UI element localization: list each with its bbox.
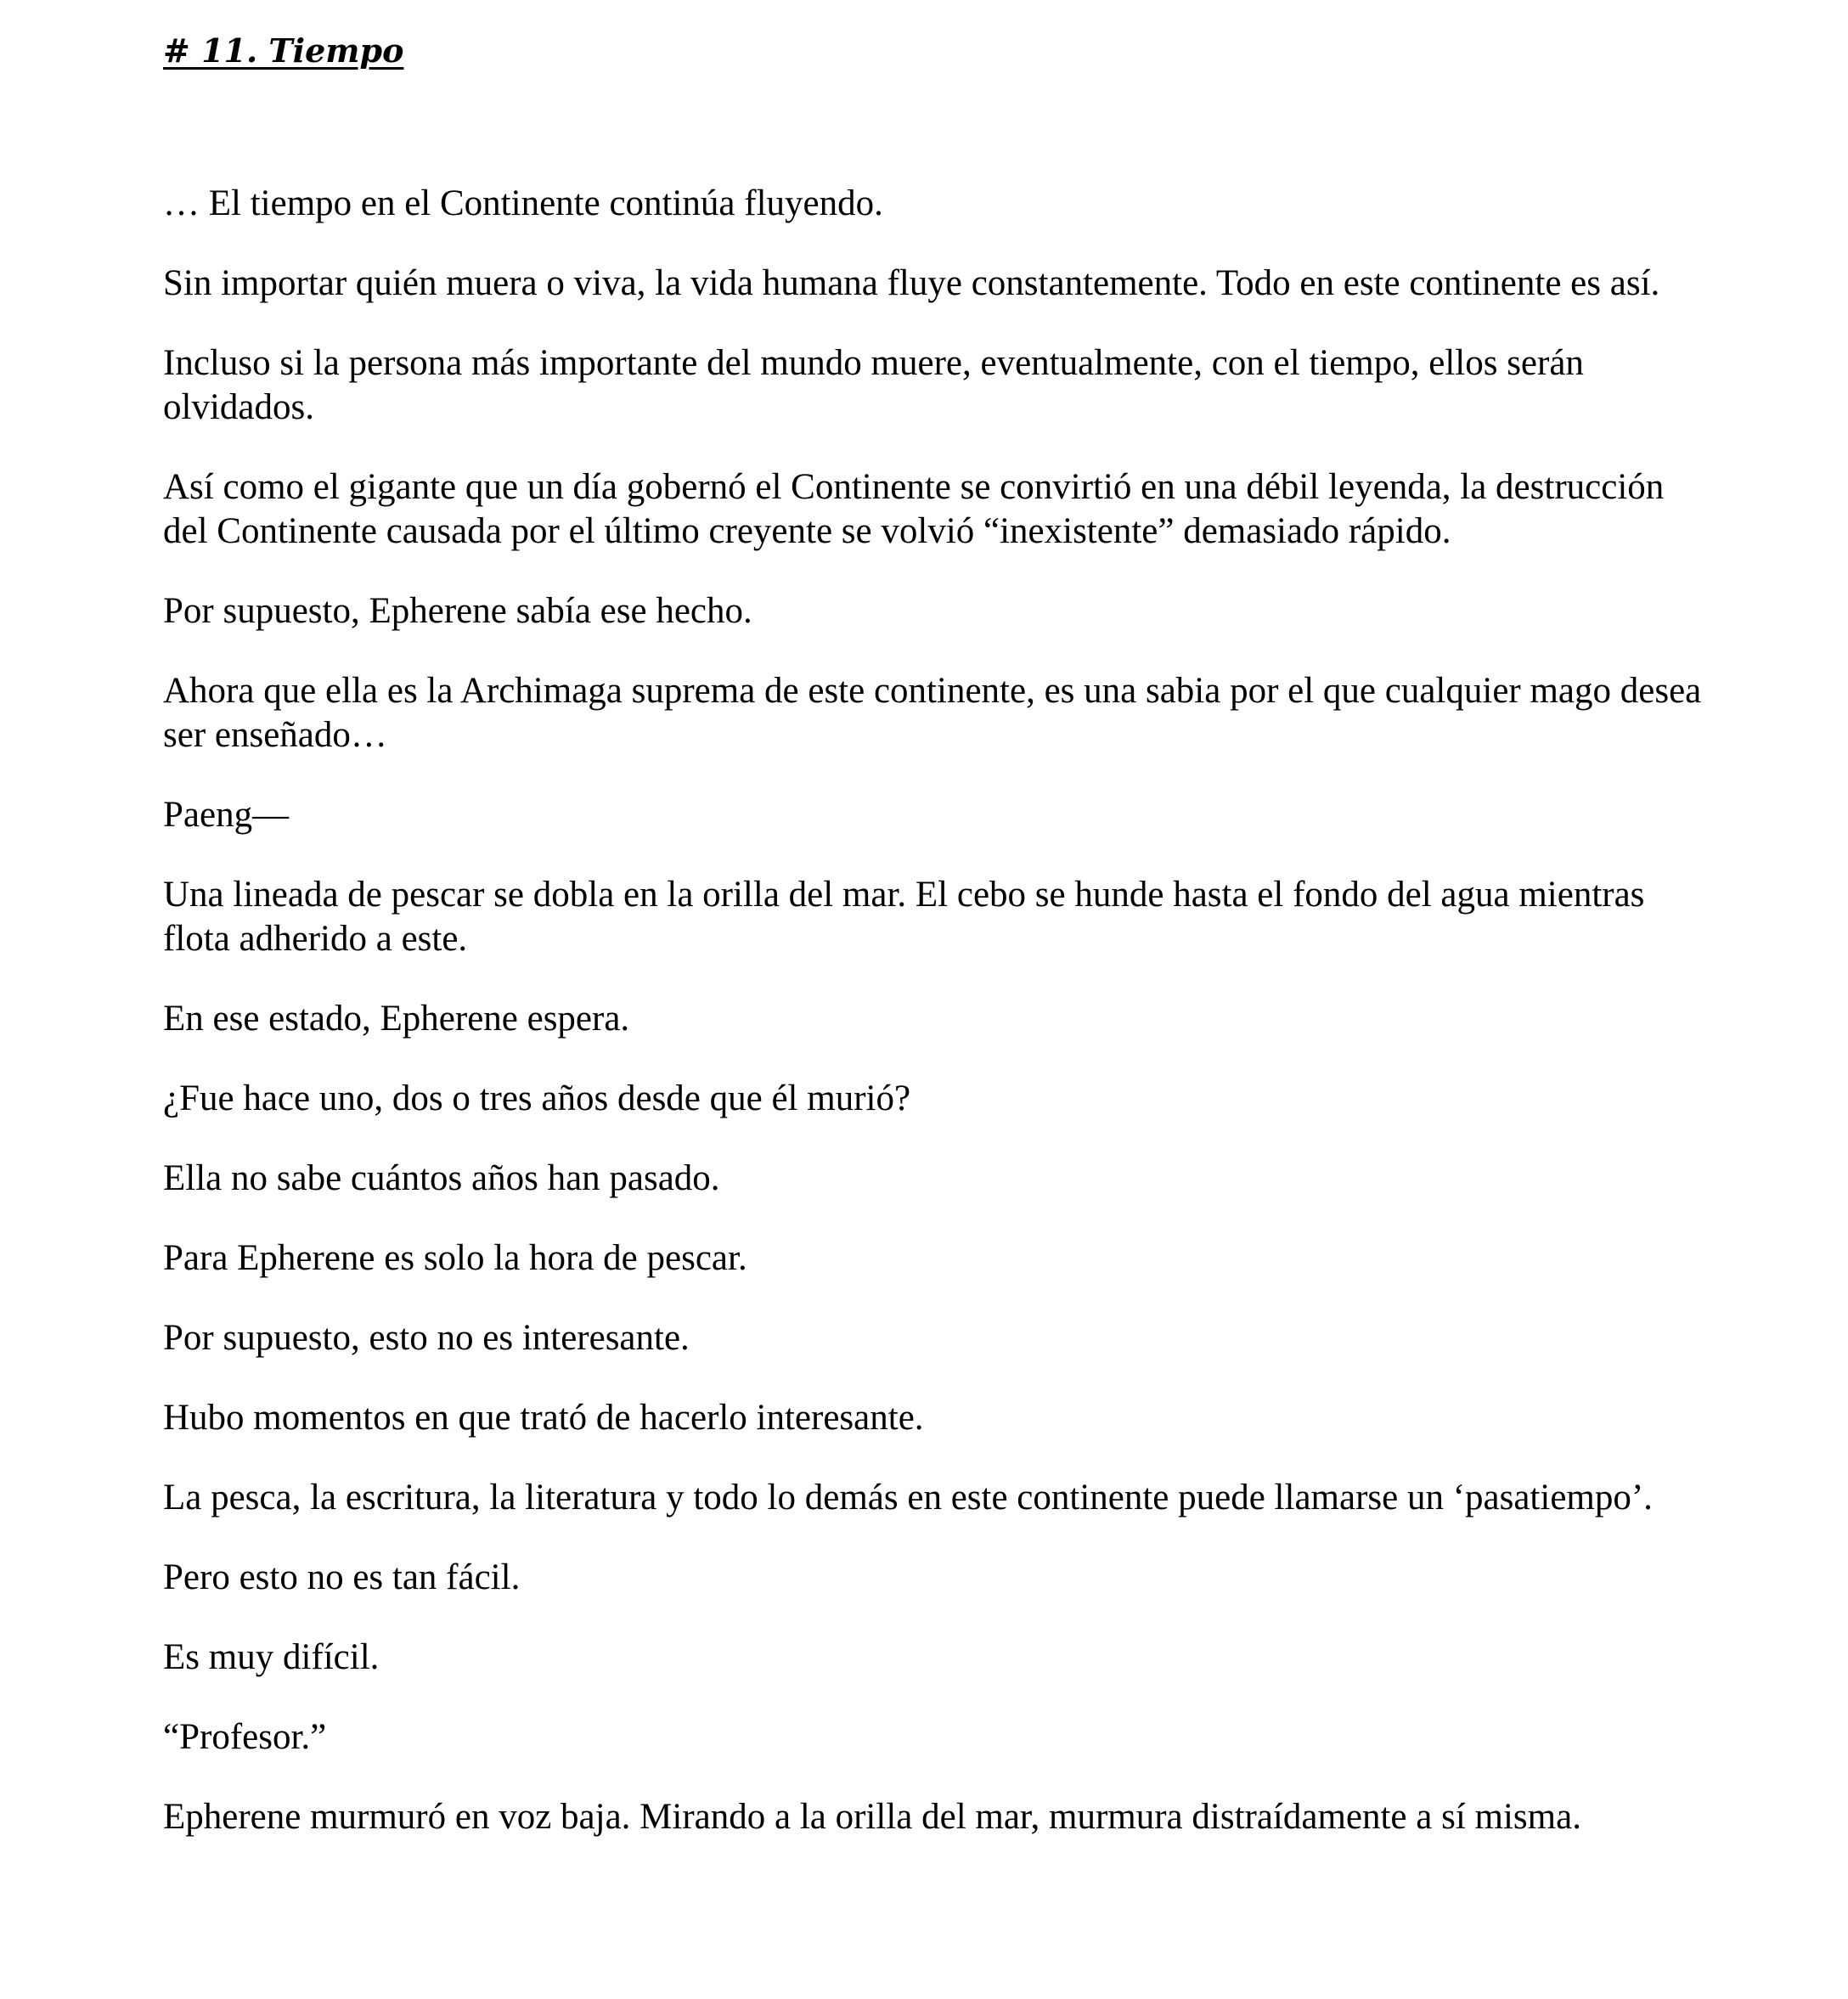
paragraph-15: La pesca, la escritura, la literatura y todo lo demás en este continente puede llamarse un ‘pasatiempo’. (163, 1478, 1653, 1518)
paragraph-19: Epherene murmuró en voz baja. Mirando a la orilla del mar, murmura distraídamente a sí misma. (163, 1797, 1581, 1837)
paragraph-10: ¿Fue hace uno, dos o tres años desde que él murió? (163, 1078, 911, 1118)
paragraph-2: Sin importar quién muera o viva, la vida humana fluye constantemente. Todo en este continente es así. (163, 263, 1660, 303)
paragraph-11: Ella no sabe cuántos años han pasado. (163, 1158, 720, 1198)
paragraph-9: En ese estado, Epherene espera. (163, 999, 630, 1039)
paragraph-12: Para Epherene es solo la hora de pescar. (163, 1238, 747, 1278)
paragraph-14: Hubo momentos en que trató de hacerlo interesante. (163, 1398, 924, 1438)
paragraph-8: Una lineada de pescar se dobla en la orilla del mar. El cebo se hunde hasta el fondo del agua mientras flota adherido a este. (163, 875, 1645, 959)
paragraph-17: Es muy difícil. (163, 1637, 380, 1677)
paragraph-5: Por supuesto, Epherene sabía ese hecho. (163, 591, 752, 631)
paragraph-16: Pero esto no es tan fácil. (163, 1557, 521, 1597)
chapter-body (163, 182, 1709, 1875)
chapter-title: # 11. Tiempo (163, 31, 404, 70)
paragraph-13: Por supuesto, esto no es interesante. (163, 1318, 690, 1358)
paragraph-7: Paeng— (163, 795, 290, 835)
paragraph-3: Incluso si la persona más importante del mundo muere, eventualmente, con el tiempo, ellos serán olvidados. (163, 343, 1584, 427)
paragraph-18: “Profesor.” (163, 1717, 327, 1757)
paragraph-4: Así como el gigante que un día gobernó el Continente se convirtió en una débil leyenda, la destrucción del Continente causada por el último creyente se volvió “inexistente” demasiado rápido. (163, 467, 1665, 551)
document-page (163, 25, 1709, 1837)
paragraph-6: Ahora que ella es la Archimaga suprema de este continente, es una sabia por el que cualquier mago desea ser enseñado… (163, 671, 1702, 755)
paragraph-1: … El tiempo en el Continente continúa fluyendo. (163, 183, 883, 223)
